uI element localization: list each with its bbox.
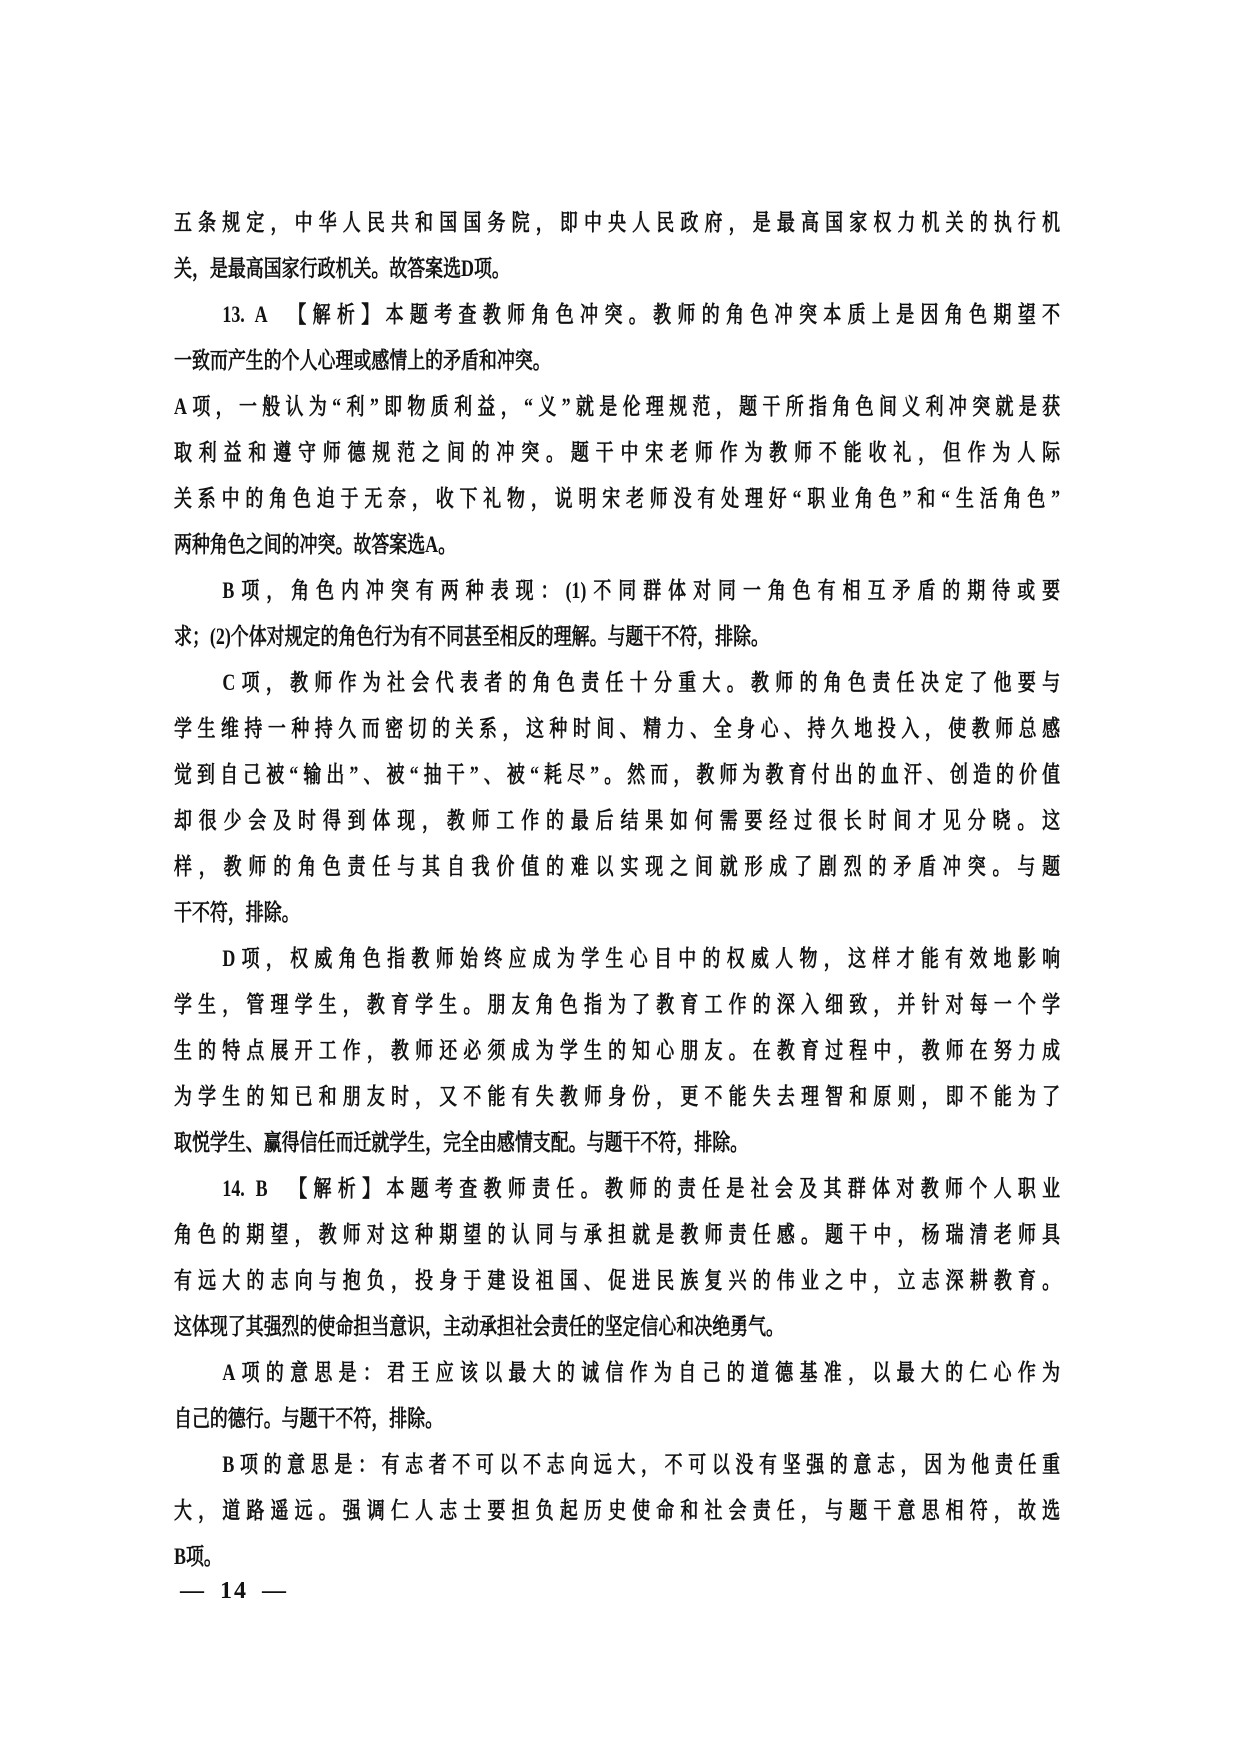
text-line: 五条规定，中华人民共和国国务院，即中央人民政府，是最高国家权力机关的执行机 (174, 210, 1061, 235)
text-line: 样，教师的角色责任与其自我价值的难以实现之间就形成了剧烈的矛盾冲突。与题 (174, 854, 1061, 879)
text-line: 生的特点展开工作，教师还必须成为学生的知心朋友。在教育过程中，教师在努力成 (174, 1038, 1061, 1063)
text-line: 14. B 【解析】本题考查教师责任。教师的责任是社会及其群体对教师个人职业 (222, 1176, 1061, 1201)
text-line: 关系中的角色迫于无奈，收下礼物，说明宋老师没有处理好“职业角色”和“生活角色” (174, 486, 1061, 511)
text-line: 关，是最高国家行政机关。故答案选D项。 (174, 256, 510, 281)
text-line: A项的意思是：君王应该以最大的诚信作为自己的道德基准，以最大的仁心作为 (222, 1360, 1061, 1385)
text-line: 却很少会及时得到体现，教师工作的最后结果如何需要经过很长时间才见分晓。这 (174, 808, 1061, 833)
paragraph (174, 568, 1060, 660)
text-line: 有远大的志向与抱负，投身于建设祖国、促进民族复兴的伟业之中，立志深耕教育。 (174, 1268, 1061, 1293)
text-line: 自己的德行。与题干不符，排除。 (174, 1406, 444, 1431)
paragraph (174, 200, 1060, 292)
text-line: 大，道路遥远。强调仁人志士要担负起历史使命和社会责任，与题干意思相符，故选 (174, 1498, 1061, 1523)
paragraph (174, 1350, 1060, 1442)
text-line: 觉到自己被“输出”、被“抽干”、被“耗尽”。然而，教师为教育付出的血汗、创造的价值 (174, 762, 1061, 787)
paragraph (174, 1442, 1060, 1580)
text-line: 取悦学生、赢得信任而迁就学生，完全由感情支配。与题干不符，排除。 (174, 1130, 749, 1155)
text-line: 角色的期望，教师对这种期望的认同与承担就是教师责任感。题干中，杨瑞清老师具 (174, 1222, 1061, 1247)
text-line: D项，权威角色指教师始终应成为学生心目中的权威人物，这样才能有效地影响 (222, 946, 1061, 971)
paragraph (174, 292, 1060, 384)
paragraph (174, 1166, 1060, 1350)
text-line: 学生，管理学生，教育学生。朋友角色指为了教育工作的深入细致，并针对每一个学 (174, 992, 1061, 1017)
page-number: — 14 — (180, 1578, 288, 1604)
page-footer (180, 1577, 288, 1605)
text-line: 这体现了其强烈的使命担当意识，主动承担社会责任的坚定信心和决绝勇气。 (174, 1314, 784, 1339)
answer-explanation-text (174, 200, 1060, 1580)
text-line: B项。 (174, 1544, 222, 1569)
text-line: 取利益和遵守师德规范之间的冲突。题干中宋老师作为教师不能收礼，但作为人际 (174, 440, 1061, 465)
paragraph (174, 660, 1060, 936)
text-line: 学生维持一种持久而密切的关系，这种时间、精力、全身心、持久地投入，使教师总感 (174, 716, 1061, 741)
text-line: 求；(2)个体对规定的角色行为有不同甚至相反的理解。与题干不符，排除。 (174, 624, 770, 649)
text-line: B项，角色内冲突有两种表现：(1)不同群体对同一角色有相互矛盾的期待或要 (222, 578, 1061, 603)
text-line: C项，教师作为社会代表者的角色责任十分重大。教师的角色责任决定了他要与 (222, 670, 1061, 695)
text-line: 两种角色之间的冲突。故答案选A。 (174, 532, 457, 557)
text-line: 为学生的知已和朋友时，又不能有失教师身份，更不能失去理智和原则，即不能为了 (174, 1084, 1061, 1109)
paragraph (174, 384, 1060, 568)
text-line: B项的意思是：有志者不可以不志向远大，不可以没有坚强的意志，因为他责任重 (222, 1452, 1061, 1477)
text-line: 13. A 【解析】本题考查教师角色冲突。教师的角色冲突本质上是因角色期望不 (222, 302, 1061, 327)
text-line: 干不符，排除。 (174, 900, 300, 925)
text-line: 一致而产生的个人心理或感情上的矛盾和冲突。 (174, 348, 551, 373)
text-line: A项，一般认为“利”即物质利益，“义”就是伦理规范，题干所指角色间义利冲突就是获 (174, 394, 1061, 419)
paragraph (174, 936, 1060, 1166)
